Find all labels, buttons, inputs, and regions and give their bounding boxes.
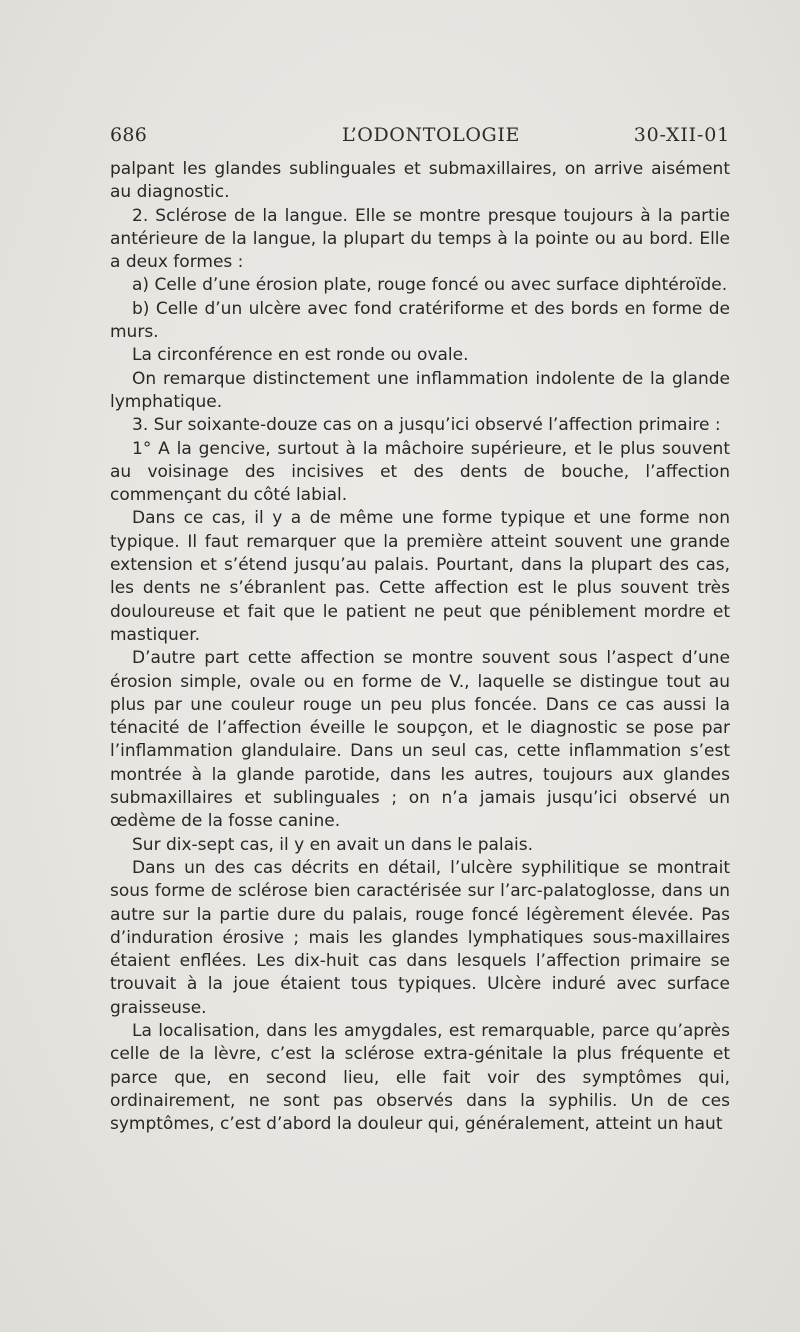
paragraph: On remarque distinctement une inflammation indolente de la glande lymphatique. [110,368,730,412]
issue-date: 30-XII-01 [633,124,730,146]
paragraph: 3. Sur soixante-douze cas on a jusqu’ici observé l’affection primaire : [132,415,721,436]
running-header [110,124,730,152]
paragraph: a) Celle d’une érosion plate, rouge foncé ou avec surface diphtéroïde. [132,275,728,296]
paragraph: 1° A la gencive, surtout à la mâchoire supérieure, et le plus souvent au voisinage des incisives et des dents de bouche, l’affection commençant du côté labial. [110,438,730,506]
page-number: 686 [110,124,148,146]
paragraph: Dans ce cas, il y a de même une forme typique et une forme non typique. Il faut remarquer que la première atteint souvent une grande extension et s’étend jusqu’au palais. Pourtant, dans la plupart des cas, les dents ne s’ébranlent pas. Cette affection est le plus souvent très douloureuse et fait que le patient ne peut que péniblement mordre et mastiquer. [110,508,730,645]
paragraph: palpant les glandes sublinguales et submaxillaires, on arrive aisément au diagnostic. [110,159,730,203]
paragraph: Sur dix-sept cas, il y en avait un dans le palais. [132,834,534,855]
paragraph: Dans un des cas décrits en détail, l’ulcère syphilitique se montrait sous forme de sclérose bien caractérisée sur l’arc-palatoglosse, dans un autre sur la partie dure du palais, rouge foncé légèrement élevée. Pas d’induration érosive ; mais les glandes lymphatiques sous-maxillaires étaient enflées. Les dix-huit cas dans lesquels l’affection primaire se trouvait à la joue étaient tous typiques. Ulcère induré avec surface graisseuse. [110,857,730,1018]
body-text [110,158,730,1136]
paragraph: La circonférence en est ronde ou ovale. [132,345,469,366]
journal-title: L’ODONTOLOGIE [342,124,520,146]
paragraph: La localisation, dans les amygdales, est remarquable, parce qu’après celle de la lèvre, c’est la sclérose extra-génitale la plus fréquente et parce que, en second lieu, elle fait voir des symptômes qui, ordinairement, ne sont pas observés dans la syphilis. Un de ces symptômes, c’est d’abord la douleur qui, généralement, atteint un haut [110,1020,730,1135]
paragraph: b) Celle d’un ulcère avec fond cratériforme et des bords en forme de murs. [110,298,730,343]
paragraph: D’autre part cette affection se montre souvent sous l’aspect d’une érosion simple, ovale ou en forme de V., laquelle se distingue tout au plus par une couleur rouge un peu plus foncée. Dans ce cas aussi la ténacité de l’affection éveille le soupçon, et le diagnostic se pose par l’inflammation glandulaire. Dans un seul cas, cette inflammation s’est montrée à la glande parotide, dans les autres, toujours aux glandes submaxillaires et sublinguales ; on n’a jamais jusqu’ici observé un œdème de la fosse canine. [110,648,730,832]
paragraph: 2. Sclérose de la langue. Elle se montre presque toujours à la partie antérieure de la langue, la plupart du temps à la pointe ou au bord. Elle a deux formes : [110,205,730,273]
